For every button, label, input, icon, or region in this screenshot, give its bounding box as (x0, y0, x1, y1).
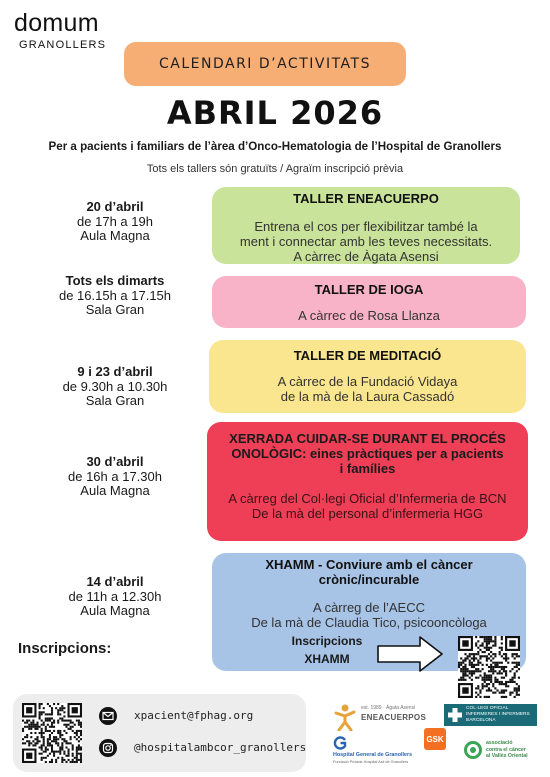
hospital-foundation: Fundació Privada Hospital Asil de Granollers (333, 760, 409, 764)
activity-card (212, 276, 526, 328)
activity-date: Tots els dimarts (65, 273, 165, 288)
hospital-logo (333, 736, 421, 770)
brand-city: GRANOLLERS (19, 39, 107, 51)
brand-name: domum (14, 9, 99, 37)
activity-title-line: XHAMM - Conviure amb el càncer (265, 557, 473, 572)
activity-desc-line: Entrena el cos per flexibilitzar també la (254, 219, 478, 234)
activity-schedule (40, 575, 190, 619)
eneacuerpos-name: ENEACUERPOS (361, 713, 427, 722)
activity-title: TALLER DE IOGA (314, 282, 424, 297)
activity-place: Aula Magna (80, 603, 150, 618)
activity-desc-line: A càrrec de Rosa Llanza (298, 308, 440, 323)
activity-desc-line: De la mà de Claudia Tico, psicooncòloga (251, 615, 487, 630)
college-name-line: INFERMERES I INFERMERS (466, 712, 530, 717)
aecc-name-line: contra el càncer (486, 746, 526, 753)
activity-schedule (40, 365, 190, 409)
activity-place: Sala Gran (85, 302, 145, 317)
instagram-icon (99, 739, 117, 757)
aecc-logo (463, 738, 545, 768)
activity-desc-line: A càrreg de l’AECC (313, 600, 425, 615)
cross-icon (447, 707, 463, 723)
college-name-line: BARCELONA (466, 718, 496, 723)
aecc-name-line: associació (486, 740, 513, 746)
activity-title-line: i famílies (339, 461, 396, 476)
registration-label: Inscripcions: (18, 640, 112, 657)
contact-instagram[interactable]: @hospitalambcor_granollers (134, 741, 307, 754)
activity-time: de 11h a 12.30h (68, 588, 162, 604)
activity-schedule (40, 200, 190, 244)
hospital-g-icon (333, 736, 347, 750)
calendar-banner (124, 42, 406, 86)
college-name-line: COL·LEGI OFICIAL (466, 706, 509, 711)
contact-email[interactable]: xpacient@fphag.org (134, 709, 254, 722)
activity-card (209, 340, 526, 413)
activity-place: Sala Gran (85, 393, 145, 408)
hospital-name: Hospital General de Granollers (333, 752, 413, 758)
activity-title: TALLER DE MEDITACIÓ (293, 348, 442, 363)
free-note: Tots els tallers són gratuïts / Agraïm inscripció prèvia (146, 163, 404, 175)
activity-title: TALLER ENEACUERPO (293, 191, 439, 206)
registration-small-line: XHAMM (304, 652, 350, 666)
activity-desc-line: ment i connectar amb les teves necessitats. (239, 234, 493, 249)
banner-title: CALENDARI D’ACTIVITATS (158, 56, 371, 72)
activity-place: Aula Magna (80, 228, 150, 243)
activity-date: 14 d’abril (86, 574, 144, 589)
page-title: ABRIL 2026 (166, 94, 384, 132)
activity-title-line: crònic/incurable (318, 572, 420, 587)
activity-time: de 17h a 19h (77, 213, 153, 229)
eneacuerpos-tagline: est. 1989 · Ágata Asensi (361, 705, 416, 711)
activity-card (207, 422, 528, 541)
activity-desc-line: A càrreg del Col·legi Oficial d’Infermeria de BCN (228, 491, 507, 506)
activity-desc-line: A càrrec de Àgata Asensi (293, 249, 439, 264)
activity-title-line: ONOLÒGIC: eines pràctiques per a pacients (231, 446, 504, 461)
gsk-logo (424, 728, 446, 750)
activity-schedule (40, 455, 190, 499)
college-logo (444, 704, 537, 726)
activity-place: Aula Magna (80, 483, 150, 498)
activity-time: de 16h a 17.30h (68, 468, 162, 484)
gsk-name: GSK (426, 734, 444, 744)
activity-title-line: XERRADA CUIDAR-SE DURANT EL PROCÉS (229, 431, 506, 446)
arrow-right-icon (376, 634, 446, 674)
eneacuerpos-logo (333, 703, 433, 731)
aecc-name-line: al Vallès Oriental (486, 753, 528, 759)
brand-logo (14, 10, 106, 51)
activity-time: de 16.15h a 17.15h (58, 287, 172, 303)
activity-desc-line: De la mà del personal d’infermeria HGG (251, 506, 484, 521)
registration-xhamm-label (282, 632, 372, 668)
activity-desc-line: de la mà de la Laura Cassadó (280, 389, 455, 404)
aecc-ring-icon (463, 740, 483, 760)
activity-schedule (40, 274, 190, 318)
qr-code-xhamm[interactable] (458, 636, 520, 698)
activity-date: 30 d’abril (86, 454, 144, 469)
subtitle: Per a pacients i familiars de l’àrea d’Onco-Hematologia de l’Hospital de Granollers (48, 140, 502, 153)
activity-time: de 9.30h a 10.30h (62, 378, 168, 394)
email-icon (99, 707, 117, 725)
activity-desc-line: A càrrec de la Fundació Vidaya (277, 374, 458, 389)
figure-icon (333, 703, 357, 731)
registration-small-line: Inscripcions (291, 634, 363, 648)
activity-card (212, 187, 520, 264)
activity-date: 20 d’abril (86, 199, 144, 214)
qr-code-contact[interactable] (22, 703, 82, 763)
activity-date: 9 i 23 d’abril (77, 364, 153, 379)
